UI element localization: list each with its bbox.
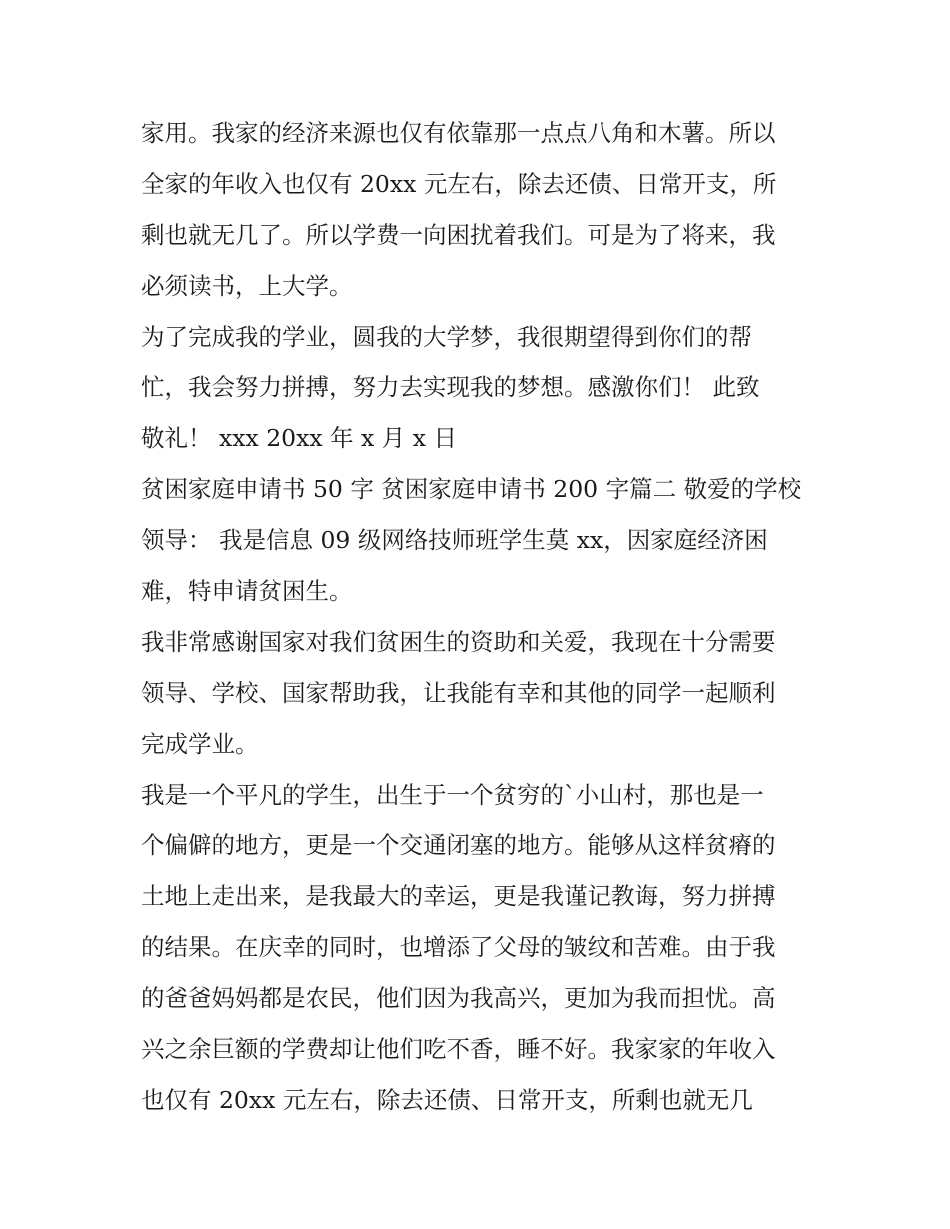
text-line: 我非常感谢国家对我们贫困生的资助和关爱，我现在十分需要 xyxy=(141,627,776,656)
text-line: 也仅有 20xx 元左右，除去还债、日常开支，所剩也就无几 xyxy=(141,1085,753,1114)
text-line: 难，特申请贫困生。 xyxy=(141,577,353,606)
document-body xyxy=(141,108,821,1126)
text-line: 领导、学校、国家帮助我，让我能有幸和其他的同学一起顺利 xyxy=(141,678,776,707)
text-line: 个偏僻的地方，更是一个交通闭塞的地方。能够从这样贫瘠的 xyxy=(141,831,776,860)
text-line: 的爸爸妈妈都是农民，他们因为我高兴，更加为我而担忧。高 xyxy=(141,984,776,1013)
text-line: 贫困家庭申请书 50 字 贫困家庭申请书 200 字篇二 敬爱的学校 xyxy=(141,475,802,504)
text-line: 全家的年收入也仅有 20xx 元左右，除去还债、日常开支，所 xyxy=(141,169,777,198)
text-line: 敬礼！ xxx 20xx 年 x 月 x 日 xyxy=(141,424,457,453)
text-line: 为了完成我的学业，圆我的大学梦，我很期望得到你们的帮 xyxy=(141,322,752,351)
text-line: 完成学业。 xyxy=(141,729,259,758)
text-line: 必须读书，上大学。 xyxy=(141,271,353,300)
text-line: 领导： 我是信息 09 级网络技师班学生莫 xx，因家庭经济困 xyxy=(141,526,768,555)
text-line: 兴之余巨额的学费却让他们吃不香，睡不好。我家家的年收入 xyxy=(141,1035,776,1064)
text-line: 土地上走出来，是我最大的幸运，更是我谨记教诲，努力拼搏 xyxy=(141,882,776,911)
text-line: 我是一个平凡的学生，出生于一个贫穷的`小山村，那也是一 xyxy=(141,780,764,809)
text-line: 家用。我家的经济来源也仅有依靠那一点点八角和木薯。所以 xyxy=(141,119,776,147)
text-line: 忙，我会努力拼搏，努力去实现我的梦想。感激你们！ 此致 xyxy=(141,373,760,402)
text-line: 剩也就无几了。所以学费一向困扰着我们。可是为了将来，我 xyxy=(141,220,776,249)
text-line: 的结果。在庆幸的同时，也增添了父母的皱纹和苦难。由于我 xyxy=(141,933,776,962)
